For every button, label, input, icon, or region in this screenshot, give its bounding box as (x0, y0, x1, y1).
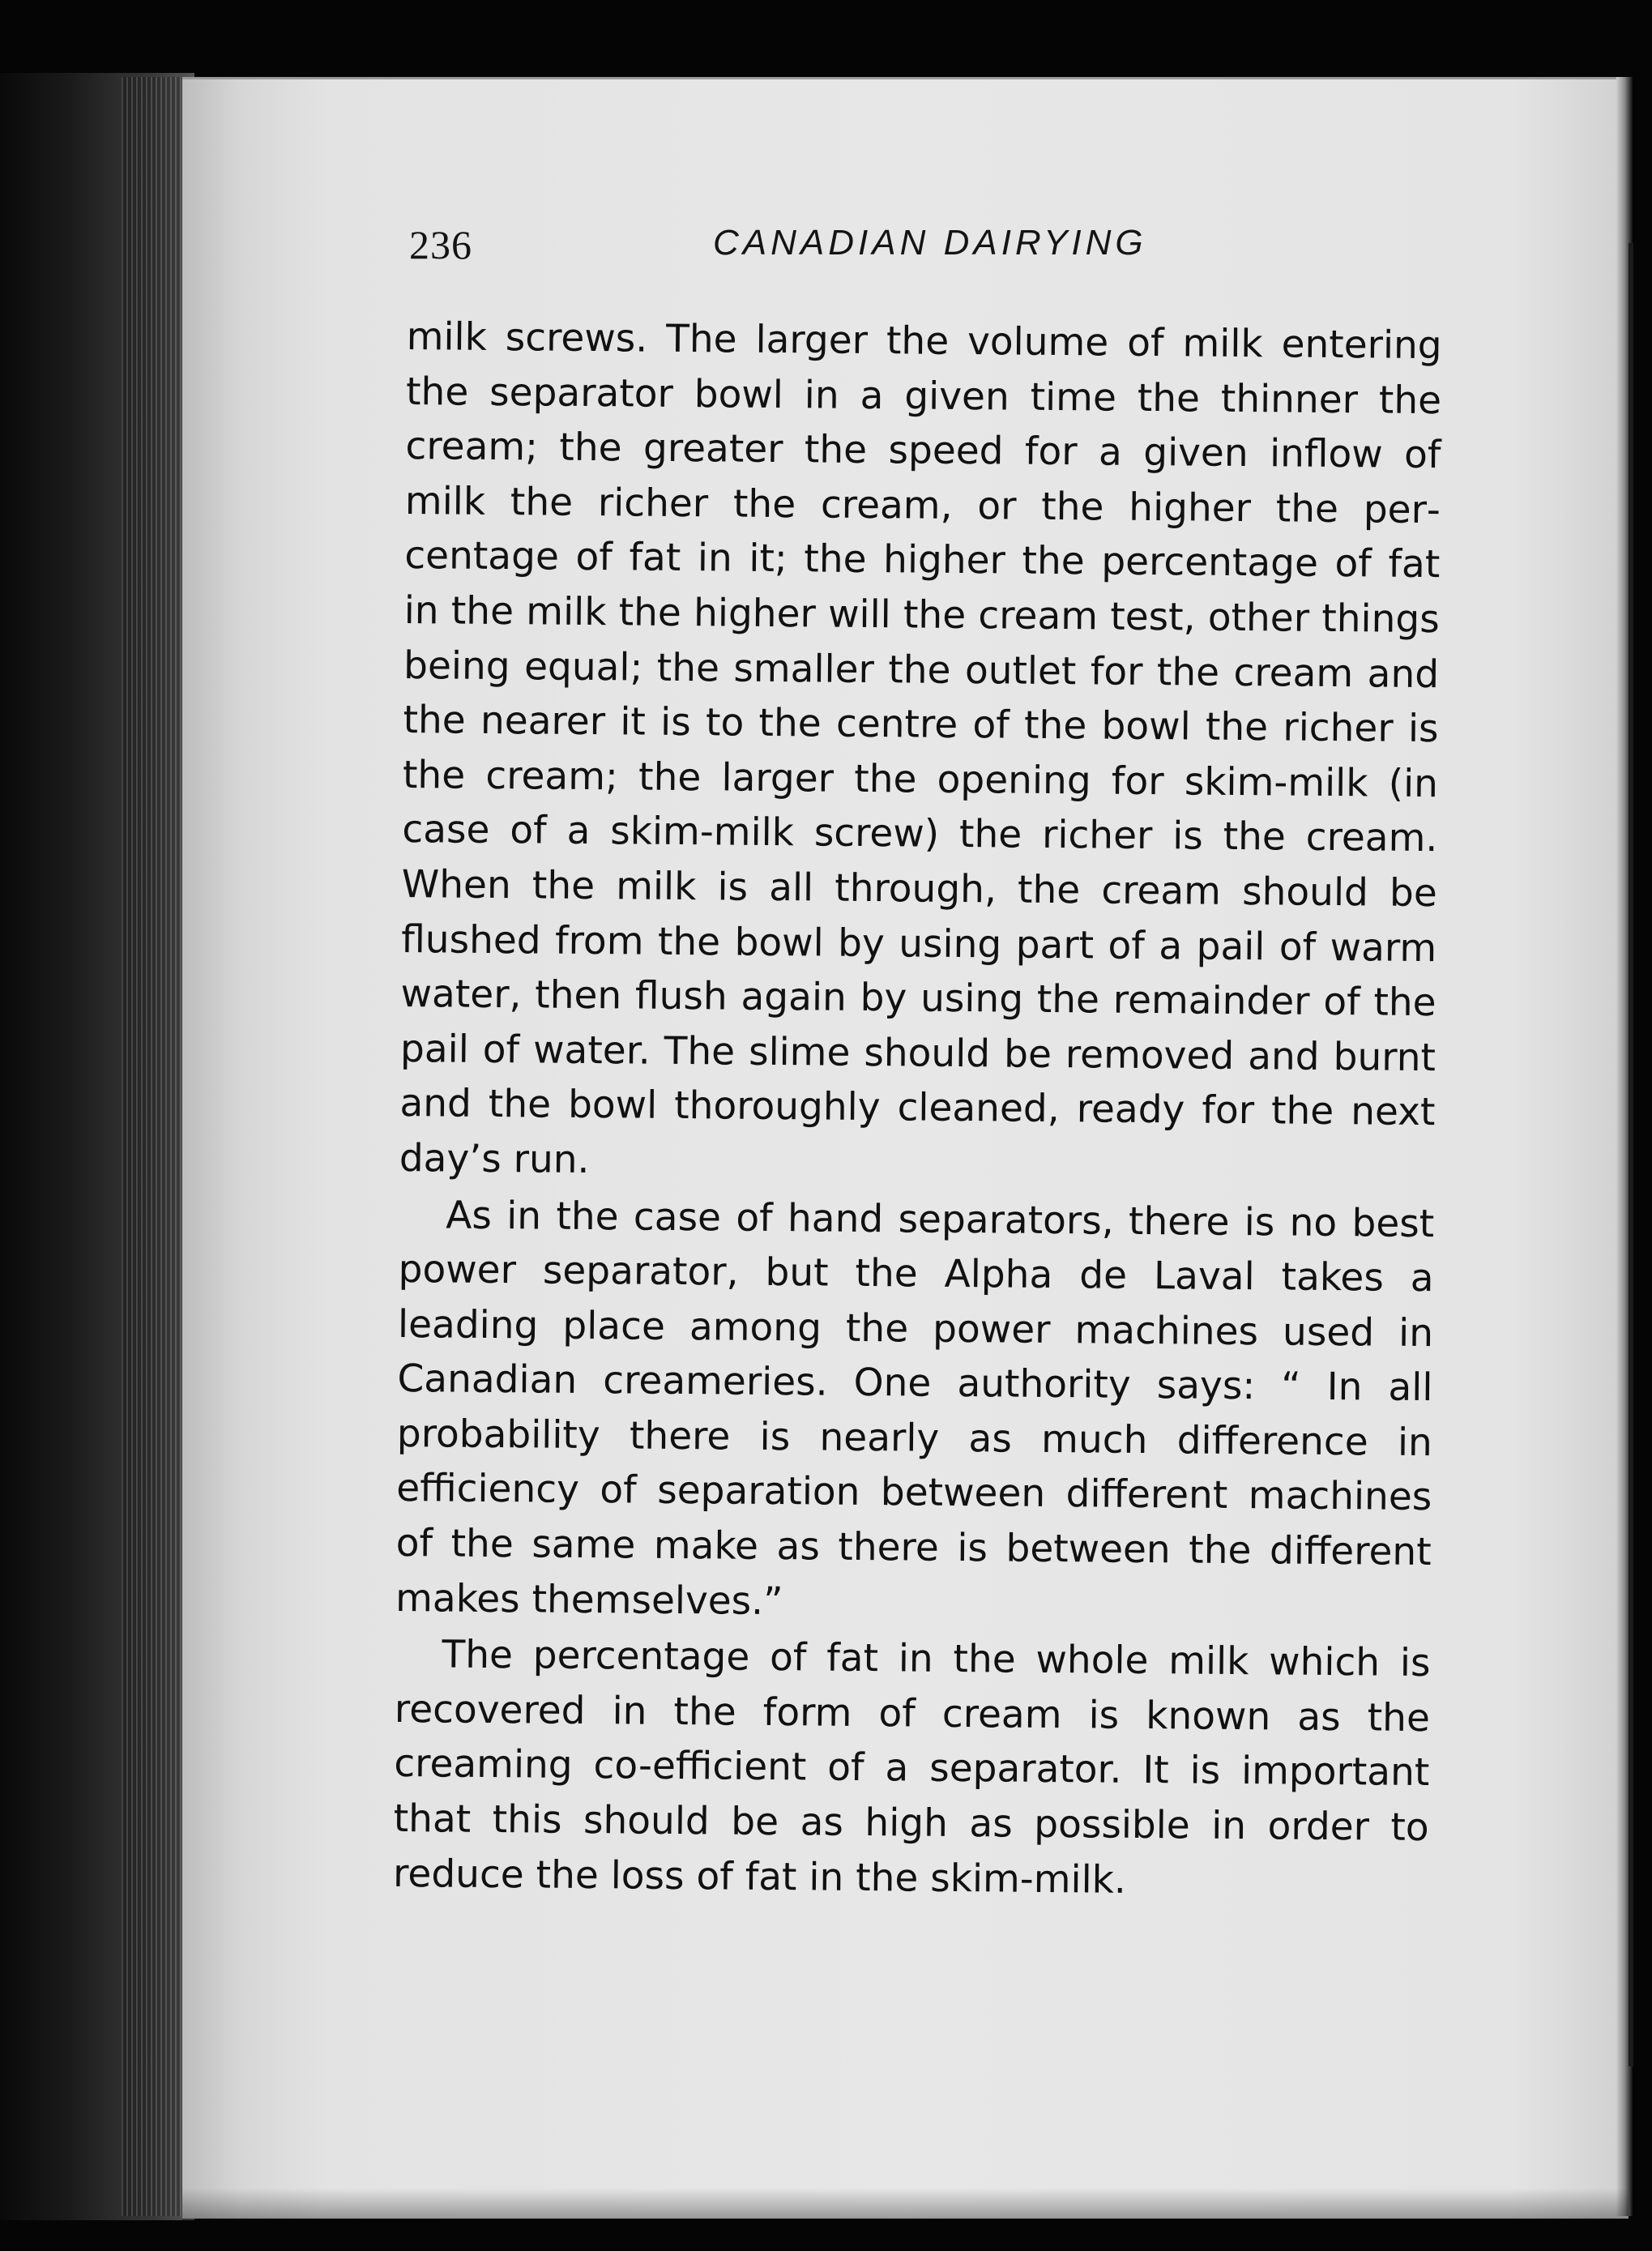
paragraph-1: milk screws. The larger the volume of milk entering the separator bowl in a given time the thinner the cream; the greater the speed for a given inflow of milk the richer the cream, or the higher the percentage of fat in it; the higher the percentage of fat in the milk the higher will the cream test, other things being equal; the smaller the outlet for the cream and the nearer it is to the centre of the bowl the richer is the cream; the larger the opening for skim-milk (in case of a skim-milk screw) the richer is the cream. When the milk is all through, the cream should be flushed from the bowl by using part of a pail of warm water, then flush again by using the remainder of the pail of water. The slime should be removed and burnt and the bowl thoroughly cleaned, ready for the next day’s run. (399, 314, 1442, 1182)
body-text (393, 310, 1442, 1910)
page-bottom-shadow (182, 2188, 1629, 2220)
right-margin-rule (1629, 243, 1633, 2066)
page-number: 236 (409, 222, 472, 267)
paragraph-2: As in the case of hand separators, there is no best power separator, but the Alpha de Laval takes a leading place among the power machines used in Canadian creameries. One authority says: “ In all probability there is nearly as much difference in efficiency of separation between different machines of the same make as there is between the different makes themselves.” (395, 1192, 1435, 1624)
book-title: CANADIAN DAIRYING (713, 223, 1147, 263)
running-head (409, 215, 1219, 280)
paragraph-3: The percentage of fat in the whole milk which is recovered in the form of cream is known as the creaming co-efficient of a separator. It is important that this should be as high as possible in order to reduce the loss of fat in the skim-milk. (392, 1632, 1431, 1903)
